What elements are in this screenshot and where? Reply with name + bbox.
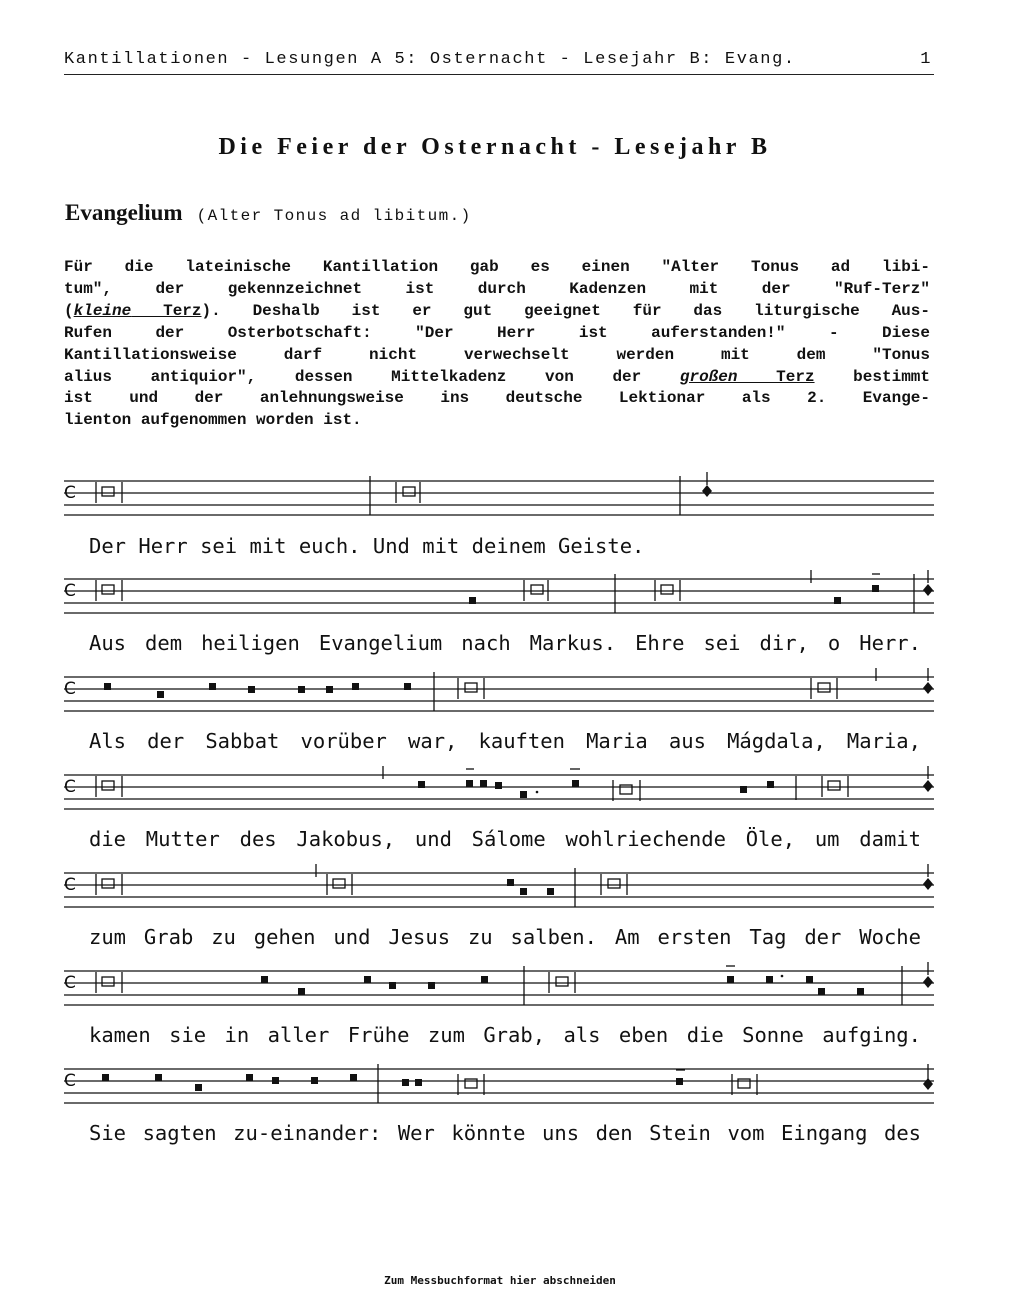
intro-line: tum", der gekennzeichnet ist durch Kadenzen mit der "Ruf-Terz"	[64, 279, 930, 298]
page-title: Die Feier der Osternacht - Lesejahr B	[218, 134, 772, 160]
section-heading-text: Evangelium	[65, 200, 183, 225]
intro-line: (kleine Terz). Deshalb ist er gut geeignet für das liturgische Aus-	[64, 301, 930, 320]
intro-line: Rufen der Osterbotschaft: "Der Herr ist auferstanden!" - Diese	[64, 323, 930, 342]
emphasis-grossen: großen	[679, 367, 738, 386]
clef-symbol: C	[64, 581, 76, 601]
intro-line: alius antiquior", dessen Mittelkadenz von der großen Terz bestimmt	[64, 367, 930, 386]
intro-line: Kantillationsweise darf nicht verwechselt werden mit dem "Tonus	[64, 345, 930, 364]
cut-line-note: Zum Messbuchformat hier abschneiden	[384, 1274, 616, 1287]
clef-symbol: C	[64, 679, 76, 699]
clef-symbol: C	[64, 973, 76, 993]
chant-staff-1	[64, 472, 934, 515]
chant-staff-2	[64, 570, 934, 613]
lyric-line: Als der Sabbat vorüber war, kauften Maria aus Mágdala, Maria,	[89, 729, 921, 753]
clef-symbol: C	[64, 1071, 76, 1091]
lyric-line: Aus dem heiligen Evangelium nach Markus. Ehre sei dir, o Herr.	[89, 631, 921, 655]
intro-line: lienton aufgenommen worden ist.	[64, 411, 362, 430]
clef-symbol: C	[64, 777, 76, 797]
chant-staff-3	[64, 668, 934, 711]
lyric-line: die Mutter des Jakobus, und Sálome wohlriechende Öle, um damit	[89, 827, 921, 851]
lyric-line: kamen sie in aller Frühe zum Grab, als eben die Sonne aufging.	[89, 1023, 921, 1047]
intro-line: Für die lateinische Kantillation gab es einen "Alter Tonus ad libi-	[64, 258, 930, 276]
chant-staff-7	[64, 1064, 934, 1103]
clef-symbol: C	[64, 483, 76, 503]
lyric-line: zum Grab zu gehen und Jesus zu salben. Am ersten Tag der Woche	[89, 925, 921, 949]
chant-staff-5	[64, 864, 934, 907]
clef-symbol: C	[64, 875, 76, 895]
intro-line: ist und der anlehnungsweise ins deutsche Lektionar als 2. Evange-	[64, 389, 930, 408]
section-subtitle: (Alter Tonus ad libitum.)	[196, 207, 472, 225]
running-header-title: Kantillationen - Lesungen A 5: Osternacht - Lesejahr B: Evang.	[64, 50, 796, 69]
chant-staff-6	[64, 962, 934, 1005]
emphasis-kleine: kleine	[73, 301, 132, 320]
page-number: 1	[920, 50, 932, 69]
lyric-line: Der Herr sei mit euch. Und mit deinem Geiste.	[89, 534, 645, 558]
lyric-line: Sie sagten zu-einander: Wer könnte uns den Stein vom Eingang des	[89, 1121, 921, 1145]
